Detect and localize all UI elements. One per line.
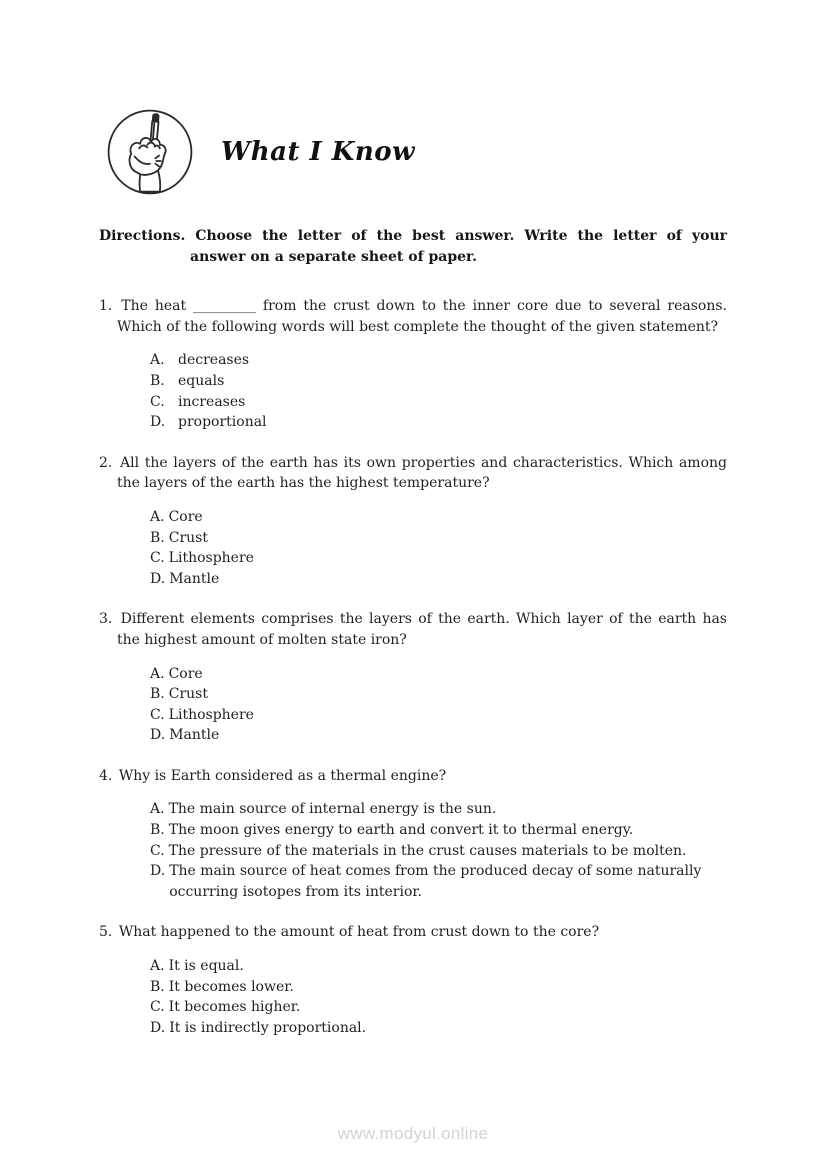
option-letter: D. [150,1019,166,1036]
option-text: Core [168,665,203,682]
option-text: The pressure of the materials in the crust causes materials to be molten. [168,842,687,859]
options-list [150,350,727,432]
option-letter: D. [150,727,166,744]
question-stem: Why is Earth considered as a thermal engine? [118,767,447,784]
options-list [150,799,727,902]
question-text [99,922,727,943]
options-list [150,956,727,1038]
option-b [150,371,727,392]
option-text: proportional [178,414,267,431]
quiz-content [99,226,727,1058]
option-text: Core [168,508,203,525]
question-text [99,453,727,494]
question-number: 2. [99,454,113,471]
option-text: Lithosphere [168,550,254,567]
option-letter: C. [150,706,165,723]
option-c [150,997,727,1018]
option-a [150,350,727,371]
section-header [105,107,415,197]
option-a [150,956,727,977]
option-letter: A. [150,958,165,975]
page-title: What I Know [221,137,415,167]
option-letter: C. [150,550,165,567]
question-4 [99,766,727,903]
option-c [150,841,727,862]
option-letter: A. [150,801,165,818]
option-b [150,528,727,549]
option-letter: A. [150,508,165,525]
option-text: It is indirectly proportional. [169,1019,367,1036]
option-a [150,799,727,820]
question-text [99,609,727,650]
hand-holding-pencil-icon [105,107,195,197]
option-letter: C. [150,999,165,1016]
option-letter: C. [150,842,165,859]
option-text: It is equal. [168,958,244,975]
option-c [150,548,727,569]
question-3 [99,609,727,746]
option-text: The main source of internal energy is the sun. [168,801,497,818]
option-text: Crust [168,529,208,546]
option-text: increases [178,393,246,410]
question-stem: The heat _________ from the crust down to the inner core due to several reasons. Which of the following words will best complete the thought of the given statement? [117,298,728,335]
option-d [150,569,727,590]
option-text: Mantle [169,727,220,744]
question-5 [99,922,727,1038]
option-text: decreases [178,352,250,369]
question-number: 5. [99,924,113,941]
question-text [99,766,727,787]
directions [99,226,727,267]
option-b [150,684,727,705]
option-letter: A. [150,352,165,369]
option-letter: A. [150,665,165,682]
option-d [150,725,727,746]
question-stem: Different elements comprises the layers of the earth. Which layer of the earth has the highest amount of molten state iron? [117,611,727,648]
question-stem: All the layers of the earth has its own properties and characteristics. Which among the layers of the earth has the highest temperature? [117,454,727,492]
option-letter: D. [150,570,166,587]
option-text: It becomes higher. [168,999,301,1016]
question-number: 1. [99,298,113,315]
option-text: The moon gives energy to earth and convert it to thermal energy. [168,822,634,839]
directions-line-1: Directions. Choose the letter of the best answer. Write the letter of your [99,228,727,244]
option-d [150,412,727,433]
options-list [150,507,727,589]
option-letter: C. [150,393,165,410]
option-text: Crust [168,686,208,703]
question-2 [99,453,727,590]
option-b [150,977,727,998]
question-number: 3. [99,611,113,628]
option-text: It becomes lower. [168,978,294,995]
option-letter: D. [150,863,166,880]
option-c [150,392,727,413]
options-list [150,664,727,746]
option-d [150,1018,727,1039]
option-letter: D. [150,414,166,431]
option-a [150,664,727,685]
question-text [99,296,727,337]
option-letter: B. [150,686,165,703]
option-b [150,820,727,841]
directions-line-2: answer on a separate sheet of paper. [190,248,477,265]
option-text: equals [178,372,225,389]
option-letter: B. [150,978,165,995]
option-letter: B. [150,529,165,546]
question-number: 4. [99,767,113,784]
option-letter: B. [150,372,165,389]
watermark: www.modyul.online [337,1124,489,1143]
option-a [150,507,727,528]
option-text: Mantle [169,570,220,587]
option-letter: B. [150,822,165,839]
option-d [150,861,727,902]
question-stem: What happened to the amount of heat from crust down to the core? [118,924,600,941]
option-text: Lithosphere [168,706,254,723]
question-1 [99,296,727,433]
option-text: The main source of heat comes from the produced decay of some naturally occurring isotopes from its interior. [169,863,702,900]
option-c [150,705,727,726]
